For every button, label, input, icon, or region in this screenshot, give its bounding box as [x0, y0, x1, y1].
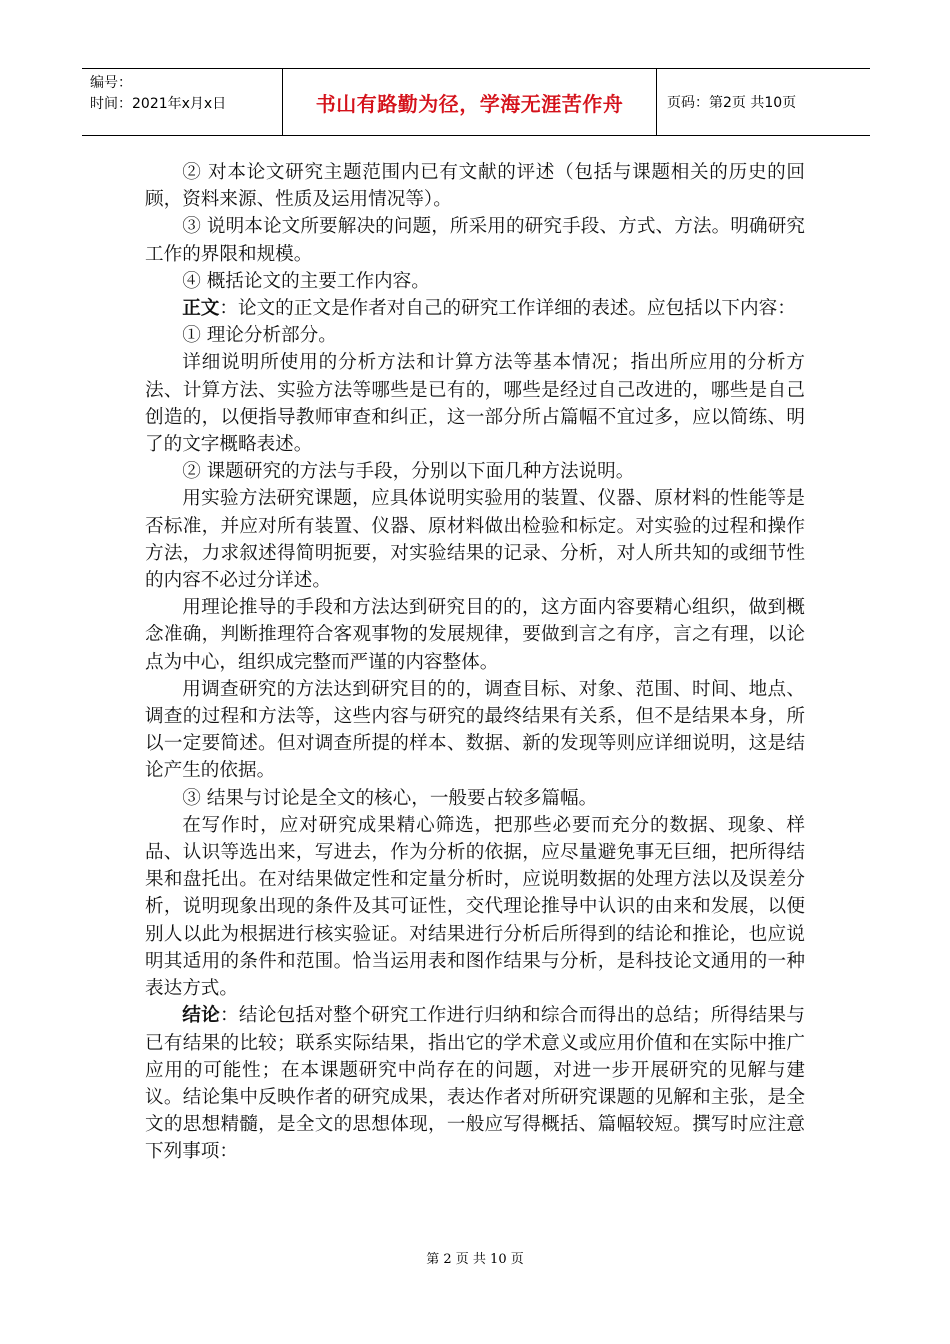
paragraph-text: 用实验方法研究课题，应具体说明实验用的装置、仪器、原材料的性能等是否标准，并应对所有装置、仪器、原材料做出检验和标定。对实验的过程和操作方法，力求叙述得简明扼要，对实验结果的记录、分析，对人所共知的或细节性的内容不必过分详述。 [145, 488, 805, 592]
paragraph-text: ③ 说明本论文所要解决的问题，所采用的研究手段、方式、方法。明确研究工作的界限和规模。 [145, 216, 805, 265]
paragraph [145, 159, 805, 213]
paragraph [145, 295, 805, 322]
paragraph [145, 458, 805, 485]
code-label: 编号： [90, 75, 132, 91]
paragraph-text: 在写作时，应对研究成果精心筛选，把那些必要而充分的数据、现象、样品、认识等选出来，写进去，作为分析的依据，应尽量避免事无巨细，把所得结果和盘托出。在对结果做定性和定量分析时，应说明数据的处理方法以及误差分析，说明现象出现的条件及其可证性，交代理论推导中认识的由来和发展，以便别人以此为根据进行核实验证。对结果进行分析后所得到的结论和推论，也应说明其适用的条件和范围。恰当运用表和图作结果与分析，是科技论文通用的一种表达方式。 [145, 814, 805, 1000]
document-body [145, 159, 805, 1166]
paragraph [145, 268, 805, 295]
paragraph-text: ：论文的正文是作者对自己的研究工作详细的表述。应包括以下内容： [219, 298, 796, 320]
paragraph-lead: 结论 [182, 1005, 220, 1027]
header-page-info: 页码：第2页 共10页 [667, 95, 797, 111]
page-header [82, 68, 870, 136]
paragraph [145, 213, 805, 267]
paragraph [145, 594, 805, 676]
paragraph-text: ② 课题研究的方法与手段，分别以下面几种方法说明。 [182, 461, 635, 483]
paragraph-text: ③ 结果与讨论是全文的核心，一般要占较多篇幅。 [182, 787, 598, 809]
paragraph [145, 349, 805, 458]
paragraph [145, 676, 805, 785]
paragraph [145, 812, 805, 1002]
paragraph-text: 用理论推导的手段和方法达到研究目的的，这方面内容要精心组织，做到概念准确，判断推理符合客观事物的发展规律，要做到言之有序，言之有理，以论点为中心，组织成完整而严谨的内容整体。 [145, 597, 805, 673]
paragraph [145, 1002, 805, 1165]
paragraph-text: 用调查研究的方法达到研究目的的，调查目标、对象、范围、时间、地点、调查的过程和方法等，这些内容与研究的最终结果有关系，但不是结果本身，所以一定要简述。但对调查所提的样本、数据、新的发现等则应详细说明，这是结论产生的依据。 [145, 678, 805, 782]
header-meta [82, 69, 283, 135]
time-label: 时间：2021年x月x日 [90, 96, 227, 112]
paragraph [145, 785, 805, 812]
paragraph-text: ④ 概括论文的主要工作内容。 [182, 270, 430, 292]
paragraph-text: ② 对本论文研究主题范围内已有文献的评述（包括与课题相关的历史的回顾，资料来源、性质及运用情况等）。 [145, 162, 805, 211]
paragraph [145, 322, 805, 349]
paragraph [145, 485, 805, 594]
paragraph-lead: 正文 [182, 298, 220, 320]
paragraph-text: ：结论包括对整个研究工作进行归纳和综合而得出的总结；所得结果与已有结果的比较；联系实际结果，指出它的学术意义或应用价值和在实际中推广应用的可能性；在本课题研究中尚存在的问题，对进一步开展研究的见解与建议。结论集中反映作者的研究成果，表达作者对所研究课题的见解和主张，是全文的思想精髓，是全文的思想体现，一般应写得概括、篇幅较短。撰写时应注意下列事项： [145, 1005, 805, 1163]
paragraph-text: 详细说明所使用的分析方法和计算方法等基本情况；指出所应用的分析方法、计算方法、实验方法等哪些是已有的，哪些是经过自己改进的，哪些是自己创造的，以便指导教师审查和纠正，这一部分所占篇幅不宜过多，应以简练、明了的文字概略表述。 [145, 352, 805, 456]
page-footer: 第 2 页 共 10 页 [426, 1252, 524, 1267]
header-motto: 书山有路勤为径，学海无涯苦作舟 [283, 69, 657, 135]
paragraph-text: ① 理论分析部分。 [182, 325, 337, 347]
